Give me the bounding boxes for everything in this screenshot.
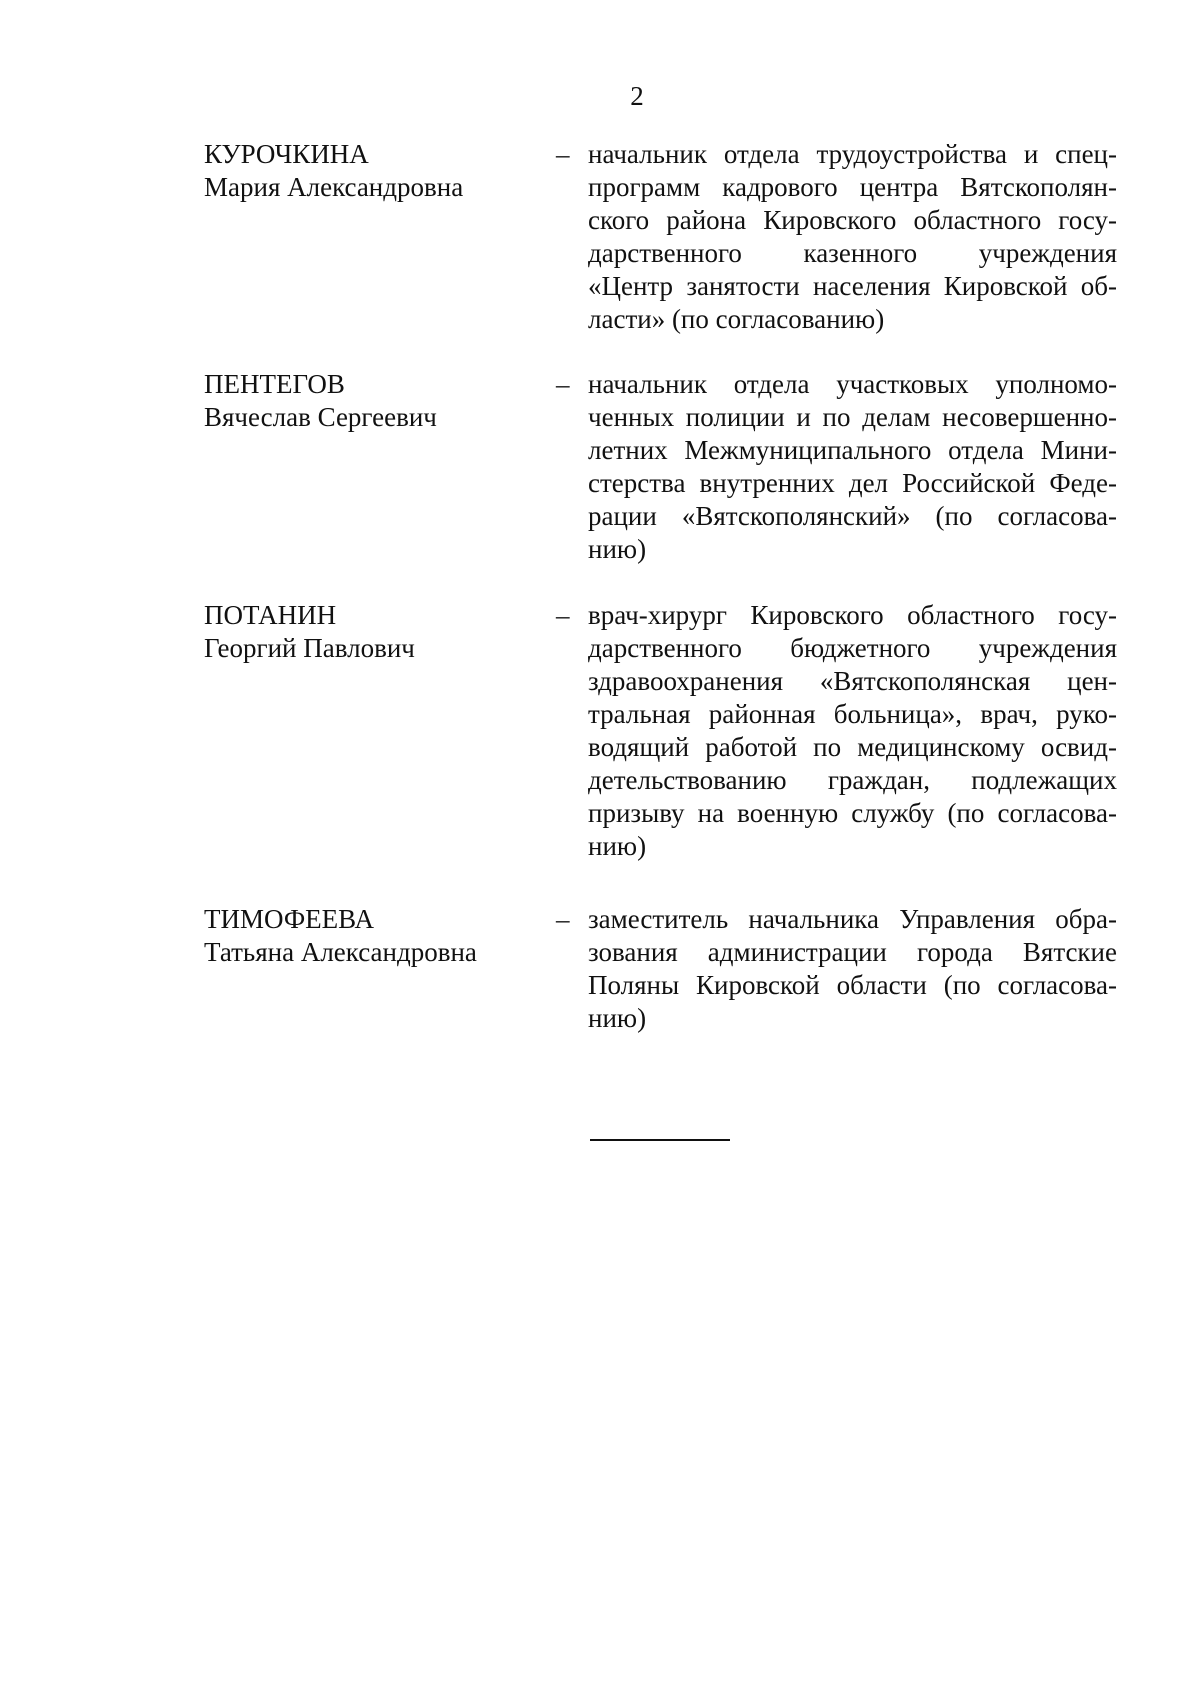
role-line: ского района Кировского областного госу- [588, 205, 1117, 235]
page-number: 2 [630, 81, 644, 111]
role-line: нию) [588, 1003, 647, 1033]
role-line: заместитель начальника Управления обра- [588, 904, 1117, 934]
role-line: тральная районная больница», врач, руко- [588, 699, 1117, 729]
role-line: здравоохранения «Вятскополянская цен- [588, 666, 1117, 696]
role-line: дарственного бюджетного учреждения [588, 633, 1117, 663]
member-surname: ПЕНТЕГОВ [204, 369, 345, 399]
member-surname: ПОТАНИН [204, 600, 337, 630]
member-name [204, 138, 534, 204]
role-line: врач-хирург Кировского областного госу- [588, 600, 1117, 630]
role-line: нию) [588, 534, 647, 564]
dash-separator: – [556, 369, 570, 399]
member-role [588, 903, 1117, 1035]
member-role [588, 368, 1117, 566]
member-given-names: Татьяна Александровна [204, 937, 477, 967]
role-line: призыву на военную службу (по согласова- [588, 798, 1117, 828]
role-line: начальник отдела участковых уполномо- [588, 369, 1117, 399]
role-line: ченных полиции и по делам несовершенно- [588, 402, 1117, 432]
dash-separator: – [556, 600, 570, 630]
member-role [588, 599, 1117, 863]
member-given-names: Мария Александровна [204, 172, 464, 202]
dash-separator: – [556, 139, 570, 169]
member-given-names: Георгий Павлович [204, 633, 415, 663]
member-role [588, 138, 1117, 336]
role-line: нию) [588, 831, 647, 861]
member-name [204, 368, 534, 434]
dash-separator: – [556, 904, 570, 934]
role-line: дарственного казенного учреждения [588, 238, 1117, 268]
member-given-names: Вячеслав Сергеевич [204, 402, 437, 432]
role-line: детельствованию граждан, подлежащих [588, 765, 1117, 795]
member-surname: КУРОЧКИНА [204, 139, 369, 169]
role-line: «Центр занятости населения Кировской об- [588, 271, 1117, 301]
member-surname: ТИМОФЕЕВА [204, 904, 374, 934]
role-line: ласти» (по согласованию) [588, 304, 885, 334]
role-line: программ кадрового центра Вятскополян- [588, 172, 1117, 202]
role-line: рации «Вятскополянский» (по согласова- [588, 501, 1117, 531]
role-line: летних Межмуниципального отдела Мини- [588, 435, 1117, 465]
member-name [204, 903, 534, 969]
member-name [204, 599, 534, 665]
role-line: Поляны Кировской области (по согласова- [588, 970, 1117, 1000]
role-line: стерства внутренних дел Российской Феде- [588, 468, 1117, 498]
role-line: водящий работой по медицинскому освид- [588, 732, 1117, 762]
role-line: зования администрации города Вятские [588, 937, 1117, 967]
role-line: начальник отдела трудоустройства и спец- [588, 139, 1117, 169]
closing-rule [590, 1139, 730, 1141]
